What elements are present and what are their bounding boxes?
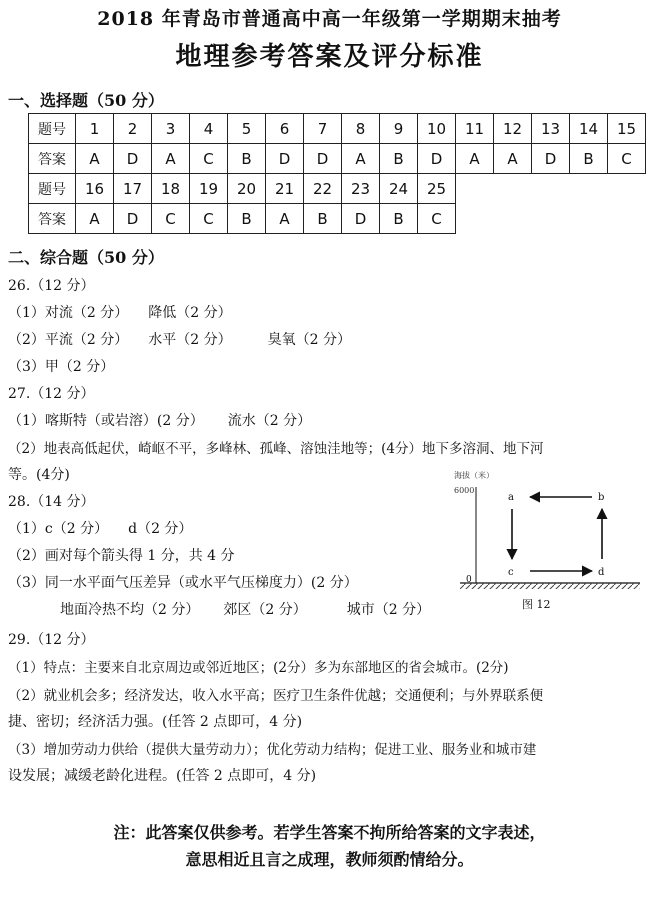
question-number: 19 bbox=[190, 174, 228, 204]
row-label-answer: 答案 bbox=[29, 204, 76, 234]
ground-hatch bbox=[460, 583, 640, 589]
answer-cell: D bbox=[114, 204, 152, 234]
question-number: 20 bbox=[228, 174, 266, 204]
q27-line-2b: 等。(4分) bbox=[8, 467, 70, 483]
answer-cell: D bbox=[266, 144, 304, 174]
answer-cell: A bbox=[76, 144, 114, 174]
question-number: 7 bbox=[304, 114, 342, 144]
q26-2-a: （2）平流（2 分） bbox=[8, 332, 129, 348]
question-number: 10 bbox=[418, 114, 456, 144]
circulation-diagram bbox=[452, 465, 642, 615]
q28-line-2: （2）画对每个箭头得 1 分，共 4 分 bbox=[8, 548, 235, 564]
q28-1-b: d（2 分） bbox=[128, 521, 193, 537]
answer-cell: A bbox=[266, 204, 304, 234]
q28-4-b: 郊区（2 分） bbox=[223, 602, 307, 618]
answer-cell: A bbox=[76, 204, 114, 234]
question-number: 6 bbox=[266, 114, 304, 144]
q28-1-a: （1）c（2 分） bbox=[8, 521, 109, 537]
point-d-label: d bbox=[598, 567, 605, 578]
table-row-numbers-1 bbox=[29, 114, 646, 144]
exam-title: 2018 年青岛市普通高中高一年级第一学期期末抽考 bbox=[97, 8, 562, 30]
question-number: 15 bbox=[608, 114, 646, 144]
question-number: 3 bbox=[152, 114, 190, 144]
question-number: 14 bbox=[570, 114, 608, 144]
q27-1-b: 流水（2 分） bbox=[227, 413, 312, 429]
q26-title: 26.（12 分） bbox=[8, 278, 95, 294]
point-a-label: a bbox=[508, 492, 514, 503]
answer-cell: B bbox=[228, 144, 266, 174]
q28-4-a: 地面冷热不均（2 分） bbox=[60, 602, 200, 618]
table-row-answers-1 bbox=[29, 144, 646, 174]
figure-12 bbox=[452, 465, 642, 615]
question-number: 25 bbox=[418, 174, 456, 204]
point-c-label: c bbox=[508, 567, 514, 578]
answer-cell: C bbox=[418, 204, 456, 234]
table-row-answers-2 bbox=[29, 204, 646, 234]
answer-cell: D bbox=[532, 144, 570, 174]
answer-cell: B bbox=[304, 204, 342, 234]
answer-cell: D bbox=[418, 144, 456, 174]
answer-cell: B bbox=[570, 144, 608, 174]
question-number: 17 bbox=[114, 174, 152, 204]
question-number: 11 bbox=[456, 114, 494, 144]
question-number: 9 bbox=[380, 114, 418, 144]
q28-4-c: 城市（2 分） bbox=[346, 602, 431, 618]
question-number: 18 bbox=[152, 174, 190, 204]
answer-cell: C bbox=[190, 204, 228, 234]
q28-line-1 bbox=[8, 518, 192, 538]
q29-line-2: （2）就业机会多；经济发达，收入水平高；医疗卫生条件优越；交通便利；与外界联系便 bbox=[8, 688, 544, 704]
answer-cell: D bbox=[114, 144, 152, 174]
answer-cell: C bbox=[152, 204, 190, 234]
footer-note-line-2: 意思相近且言之成理，教师须酌情给分。 bbox=[185, 850, 474, 869]
question-number: 24 bbox=[380, 174, 418, 204]
question-number: 23 bbox=[342, 174, 380, 204]
question-number: 22 bbox=[304, 174, 342, 204]
answer-cell: B bbox=[228, 204, 266, 234]
q27-title: 27.（12 分） bbox=[8, 386, 95, 402]
q26-2-b: 水平（2 分） bbox=[148, 332, 232, 348]
row-label-number: 题号 bbox=[29, 174, 76, 204]
q27-line-1 bbox=[8, 410, 311, 430]
q29-line-1: （1）特点：主要来自北京周边或邻近地区；(2分）多为东部地区的省会城市。(2分) bbox=[8, 660, 509, 676]
q26-line-3: （3）甲（2 分） bbox=[8, 359, 115, 375]
section-heading-choice: 一、选择题（50 分） bbox=[8, 91, 164, 110]
axis-label-altitude: 海拔（米） bbox=[454, 471, 494, 480]
answer-cell: D bbox=[342, 204, 380, 234]
q27-line-2: （2）地表高低起伏，崎岖不平，多峰林、孤峰、溶蚀洼地等；(4分）地下多溶洞、地下河 bbox=[8, 441, 544, 457]
q26-1-b: 降低（2 分） bbox=[148, 305, 232, 321]
table-row-numbers-2 bbox=[29, 174, 646, 204]
answer-cell: D bbox=[304, 144, 342, 174]
question-number: 2 bbox=[114, 114, 152, 144]
q29-line-3: （3）增加劳动力供给（提供大量劳动力）；优化劳动力结构；促进工业、服务业和城市建 bbox=[8, 742, 537, 758]
answer-cell: B bbox=[380, 204, 418, 234]
q26-line-1 bbox=[8, 302, 232, 322]
answer-table bbox=[28, 113, 646, 234]
answer-cell: A bbox=[152, 144, 190, 174]
q27-1-a: （1）喀斯特（或岩溶）(2 分） bbox=[8, 413, 204, 429]
answer-cell: A bbox=[494, 144, 532, 174]
row-label-number: 题号 bbox=[29, 114, 76, 144]
answer-cell: C bbox=[608, 144, 646, 174]
q28-line-3: （3）同一水平面气压差异（或水平气压梯度力）(2 分） bbox=[8, 575, 358, 591]
answer-key-title: 地理参考答案及评分标准 bbox=[175, 42, 484, 72]
question-number: 21 bbox=[266, 174, 304, 204]
answer-cell: A bbox=[456, 144, 494, 174]
answer-cell: B bbox=[380, 144, 418, 174]
q26-1-a: （1）对流（2 分） bbox=[8, 305, 129, 321]
question-number: 13 bbox=[532, 114, 570, 144]
point-b-label: b bbox=[598, 492, 605, 503]
footer-note-line-1: 注：此答案仅供参考。若学生答案不拘所给答案的文字表述， bbox=[113, 823, 546, 842]
figure-caption: 图 12 bbox=[522, 598, 551, 611]
axis-tick-top: 6000 bbox=[454, 486, 475, 495]
section-heading-comprehensive: 二、综合题（50 分） bbox=[8, 248, 164, 267]
row-label-answer: 答案 bbox=[29, 144, 76, 174]
question-number: 5 bbox=[228, 114, 266, 144]
q28-line-4 bbox=[60, 599, 430, 619]
question-number: 4 bbox=[190, 114, 228, 144]
question-number: 1 bbox=[76, 114, 114, 144]
answer-cell: C bbox=[190, 144, 228, 174]
q29-line-2b: 捷、密切；经济活力强。(任答 2 点即可，4 分) bbox=[8, 714, 303, 730]
q29-title: 29.（12 分） bbox=[8, 632, 95, 648]
question-number: 16 bbox=[76, 174, 114, 204]
question-number: 12 bbox=[494, 114, 532, 144]
answer-cell: A bbox=[342, 144, 380, 174]
q29-line-3b: 设发展；减缓老龄化进程。(任答 2 点即可，4 分) bbox=[8, 768, 317, 784]
q28-title: 28.（14 分） bbox=[8, 494, 95, 510]
axis-tick-zero: 0 bbox=[466, 575, 472, 585]
q26-line-2 bbox=[8, 329, 351, 349]
question-number: 8 bbox=[342, 114, 380, 144]
q26-2-c: 臭氧（2 分） bbox=[267, 332, 351, 348]
